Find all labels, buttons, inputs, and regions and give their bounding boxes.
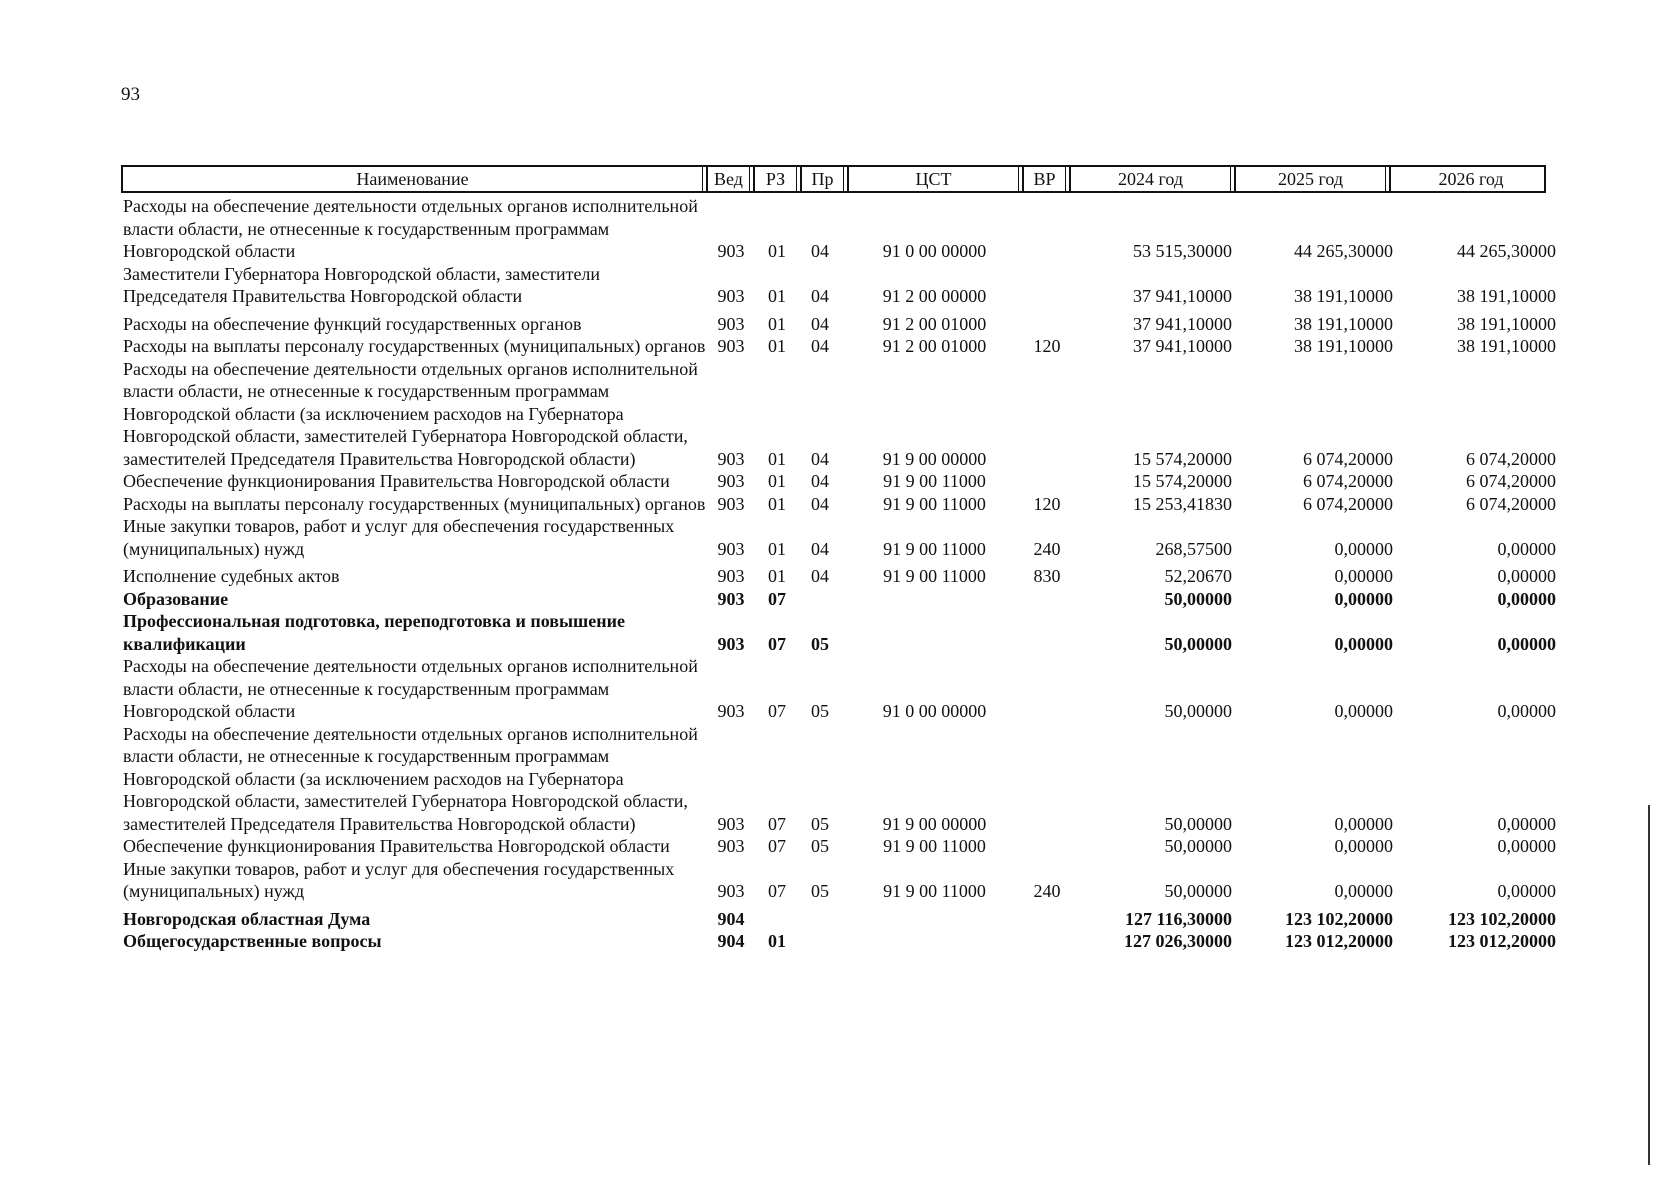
row-2024-cell: 50,00000 [1164,836,1232,856]
row-ved-cell: 903 [717,588,745,609]
row-ved-cell: 903 [717,471,745,491]
table-row [121,835,1556,858]
row-ved-cell: 903 [717,493,745,514]
row-rz-cell: 01 [768,493,786,514]
row-rz-cell: 01 [768,538,786,559]
row-2024-cell: 52,20670 [1164,566,1232,586]
row-2024-cell: 15 574,20000 [1133,448,1232,469]
row-pr-cell: 04 [811,566,829,586]
row-cst-cell: 91 9 00 11000 [883,566,986,586]
row-name-cell: Расходы на обеспечение функций государственных органов [123,313,582,334]
row-vr-cell: 120 [1033,493,1061,514]
row-ved-cell: 903 [717,813,745,834]
row-vr-cell: 240 [1033,538,1061,559]
row-ved-cell: 903 [717,241,745,261]
row-2024-cell: 127 026,30000 [1124,931,1232,951]
row-2025-cell: 0,00000 [1334,566,1393,586]
row-2024-cell: 37 941,10000 [1133,286,1232,306]
row-vr-cell: 830 [1033,566,1061,586]
row-cst-cell: 91 9 00 00000 [882,448,987,469]
row-2026-cell: 38 191,10000 [1457,286,1556,306]
row-pr-cell: 04 [811,538,829,559]
row-2025-cell: 0,00000 [1334,813,1393,834]
row-name-cell: Образование [123,588,229,609]
row-name-cell: Обеспечение функционирования Правительства Новгородской области [123,836,670,856]
row-pr-cell: 04 [811,313,829,334]
row-pr-cell: 04 [811,493,829,514]
row-cst-cell: 91 0 00 00000 [882,241,987,261]
row-2026-cell: 0,00000 [1497,633,1556,654]
row-2024-cell: 37 941,10000 [1133,336,1232,356]
row-2024-cell: 127 116,30000 [1124,908,1232,929]
table-row [121,565,1556,588]
header-cst: ЦСТ [849,167,1019,192]
row-pr-cell: 04 [811,336,829,356]
row-ved-cell: 903 [717,566,745,586]
row-cst-cell: 91 9 00 11000 [883,471,986,491]
table-row [121,470,1556,493]
row-cst-cell: 91 9 00 11000 [883,836,986,856]
row-vr-cell: 120 [1033,336,1061,356]
row-rz-cell: 07 [768,633,786,654]
row-ved-cell: 903 [717,836,745,856]
row-2025-cell: 0,00000 [1334,836,1393,856]
row-ved-cell: 903 [717,633,745,654]
row-2026-cell: 0,00000 [1497,588,1556,609]
row-2025-cell: 38 191,10000 [1294,336,1393,356]
row-2026-cell: 6 074,20000 [1466,448,1556,469]
table-row [121,588,1556,611]
row-pr-cell: 04 [811,448,829,469]
row-2025-cell: 6 074,20000 [1303,493,1393,514]
row-cst-cell: 91 9 00 11000 [883,881,986,901]
row-ved-cell: 903 [717,286,745,306]
row-2024-cell: 50,00000 [1164,881,1232,901]
row-2025-cell: 6 074,20000 [1303,471,1393,491]
row-2025-cell: 0,00000 [1334,588,1393,609]
scan-edge-line [1648,805,1650,1165]
table-row [121,858,1556,903]
row-2026-cell: 123 012,20000 [1448,931,1556,951]
row-rz-cell: 01 [768,566,786,586]
row-ved-cell: 903 [717,313,745,334]
row-cst-cell: 91 2 00 00000 [882,286,987,306]
row-2024-cell: 50,00000 [1164,588,1232,609]
header-name: Наименование [123,167,703,192]
table-row [121,358,1556,471]
header-vr: ВР [1024,167,1066,192]
row-pr-cell: 04 [811,241,829,261]
row-name-cell: Новгородская областная Дума [123,908,371,929]
table-row [121,493,1556,516]
header-2026: 2026 год [1438,169,1504,189]
row-2026-cell: 0,00000 [1497,538,1556,559]
row-pr-cell: 05 [811,813,829,834]
row-2026-cell: 0,00000 [1497,701,1556,721]
row-name-cell: Расходы на выплаты персоналу государственных (муниципальных) органов [123,336,706,356]
row-2024-cell: 50,00000 [1164,813,1232,834]
row-2025-cell: 38 191,10000 [1294,286,1393,306]
row-2026-cell: 123 102,20000 [1448,908,1556,929]
row-2025-cell: 0,00000 [1334,633,1393,654]
row-rz-cell: 07 [768,813,786,834]
row-pr-cell: 05 [811,633,829,654]
row-2024-cell: 37 941,10000 [1133,313,1232,334]
table-row [121,610,1556,655]
row-2025-cell: 0,00000 [1334,881,1393,901]
row-pr-cell: 04 [811,286,829,306]
row-2024-cell: 15 253,41830 [1133,493,1232,514]
table-header [121,165,1546,193]
table-row [121,930,1556,953]
row-2026-cell: 6 074,20000 [1466,493,1556,514]
table-row [121,263,1556,308]
row-name-cell: Заместители Губернатора Новгородской области, заместители Председателя Правительства Новгородской области [123,263,601,306]
row-2026-cell: 0,00000 [1497,566,1556,586]
row-rz-cell: 01 [768,931,786,951]
page-number: 93 [121,84,140,105]
row-cst-cell: 91 2 00 01000 [882,313,987,334]
row-2026-cell: 0,00000 [1497,881,1556,901]
row-ved-cell: 903 [717,448,745,469]
header-2025: 2025 год [1236,167,1386,192]
row-2026-cell: 0,00000 [1497,813,1556,834]
row-2026-cell: 0,00000 [1497,836,1556,856]
row-2026-cell: 6 074,20000 [1466,471,1556,491]
table-body [121,195,1556,953]
table-row [121,313,1556,336]
row-2024-cell: 50,00000 [1164,701,1232,721]
row-rz-cell: 07 [768,881,786,901]
row-rz-cell: 01 [768,313,786,334]
row-pr-cell: 05 [811,881,829,901]
row-2025-cell: 44 265,30000 [1294,241,1393,261]
row-2024-cell: 50,00000 [1164,633,1232,654]
row-pr-cell: 05 [811,836,829,856]
row-2025-cell: 0,00000 [1334,538,1393,559]
header-2024: 2024 год [1071,167,1231,192]
row-2024-cell: 53 515,30000 [1133,241,1232,261]
row-ved-cell: 903 [717,538,745,559]
header-rz: РЗ [755,167,797,192]
row-rz-cell: 01 [768,448,786,469]
row-pr-cell: 05 [811,701,829,721]
row-name-cell: Расходы на обеспечение деятельности отдельных органов исполнительной власти области, не отнесенные к государственным программам Новгородской области (за исключением расходов на Губернатора Новгородской области, заместителей Губернатора Новгородской области, заместителей Председателя Правительства Новгородской области) [123,723,698,834]
row-ved-cell: 903 [717,881,745,901]
row-name-cell: Обеспечение функционирования Правительства Новгородской области [123,471,670,491]
header-ved: Вед [708,167,750,192]
row-name-cell: Расходы на обеспечение деятельности отдельных органов исполнительной власти области, не отнесенные к государственным программам Новгородской области [123,656,698,721]
row-2024-cell: 268,57500 [1155,538,1232,559]
row-name-cell: Профессиональная подготовка, переподготовка и повышение квалификации [123,611,625,654]
table-row [121,515,1556,560]
row-2026-cell: 44 265,30000 [1457,241,1556,261]
row-2025-cell: 123 102,20000 [1285,908,1393,929]
row-rz-cell: 07 [768,701,786,721]
row-cst-cell: 91 9 00 00000 [882,813,987,834]
row-vr-cell: 240 [1033,881,1061,901]
row-ved-cell: 904 [717,931,745,951]
row-rz-cell: 01 [768,471,786,491]
row-2024-cell: 15 574,20000 [1133,471,1232,491]
row-rz-cell: 01 [768,336,786,356]
row-cst-cell: 91 9 00 11000 [883,538,986,559]
row-ved-cell: 904 [717,908,745,929]
row-2025-cell: 6 074,20000 [1303,448,1393,469]
row-name-cell: Исполнение судебных актов [123,566,340,586]
table-row [121,723,1556,836]
row-2025-cell: 123 012,20000 [1285,931,1393,951]
row-ved-cell: 903 [717,336,745,356]
row-2026-cell: 38 191,10000 [1457,313,1556,334]
row-name-cell: Иные закупки товаров, работ и услуг для обеспечения государственных (муниципальных) нужд [123,858,675,901]
row-name-cell: Расходы на обеспечение деятельности отдельных органов исполнительной власти области, не отнесенные к государственным программам Новгородской области [123,196,698,261]
row-pr-cell: 04 [811,471,829,491]
row-cst-cell: 91 0 00 00000 [882,701,987,721]
row-name-cell: Расходы на обеспечение деятельности отдельных органов исполнительной власти области, не отнесенные к государственным программам Новгородской области (за исключением расходов на Губернатора Новгородской области, заместителей Губернатора Новгородской области, заместителей Председателя Правительства Новгородской области) [123,358,698,469]
row-name-cell: Расходы на выплаты персоналу государственных (муниципальных) органов [123,493,706,514]
table-row [121,195,1556,263]
row-2025-cell: 0,00000 [1334,701,1393,721]
row-2026-cell: 38 191,10000 [1457,336,1556,356]
row-rz-cell: 01 [768,241,786,261]
table-row [121,655,1556,723]
row-rz-cell: 01 [768,286,786,306]
table-row [121,908,1556,931]
row-cst-cell: 91 9 00 11000 [883,493,986,514]
header-pr: Пр [802,167,844,192]
table-row [121,335,1556,358]
row-name-cell: Иные закупки товаров, работ и услуг для обеспечения государственных (муниципальных) нужд [123,516,675,559]
row-2025-cell: 38 191,10000 [1294,313,1393,334]
row-name-cell: Общегосударственные вопросы [123,931,382,951]
row-rz-cell: 07 [768,588,786,609]
row-ved-cell: 903 [717,701,745,721]
row-rz-cell: 07 [768,836,786,856]
row-cst-cell: 91 2 00 01000 [882,336,987,356]
